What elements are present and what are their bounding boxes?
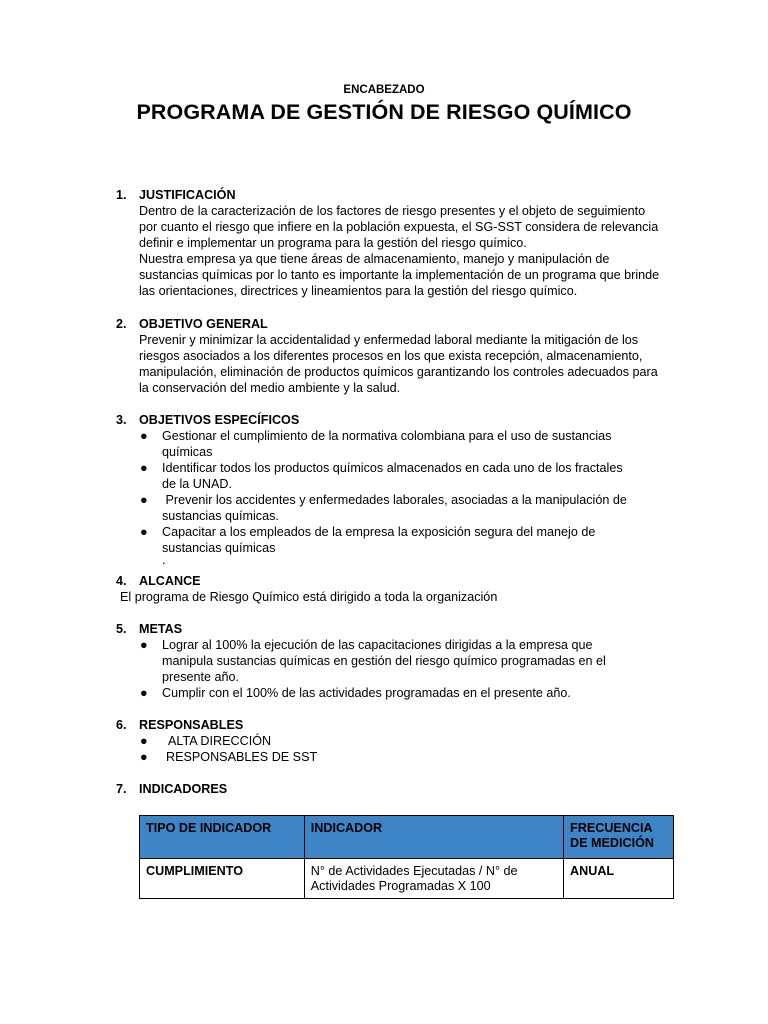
column-header-indicador: INDICADOR [304, 816, 563, 859]
cell-tipo: CUMPLIMIENTO [140, 859, 305, 899]
section-body: El programa de Riesgo Químico está dirigido a toda la organización [120, 590, 498, 604]
section-number: 7. [116, 782, 127, 796]
list-trailing-mark: . [162, 553, 166, 567]
list-item: ● Identificar todos los productos químicos almacenados en cada uno de los fractales de la UNAD. [140, 461, 623, 491]
section-justificacion [116, 187, 676, 299]
bullet-icon: ● [140, 525, 148, 539]
section-indicadores [116, 781, 676, 797]
bullet-icon: ● [140, 638, 148, 652]
section-title: METAS [139, 622, 183, 636]
list-item: ● Lograr al 100% la ejecución de las capacitaciones dirigidas a la empresa que manipula sustancias químicas en gestión del riesgo químico programadas en el presente año. [140, 638, 606, 684]
list-item: ● Gestionar el cumplimiento de la normativa colombiana para el uso de sustancias químicas [140, 429, 612, 459]
paragraph-line: las orientaciones, directrices y lineamientos para la gestión del riesgo químico. [139, 284, 578, 298]
section-title: ALCANCE [139, 574, 201, 588]
indicators-table [139, 815, 674, 899]
bullet-icon: ● [140, 686, 148, 700]
section-alcance [116, 573, 676, 605]
section-number: 6. [116, 718, 127, 732]
paragraph-line: Dentro de la caracterización de los factores de riesgo presentes y el objeto de seguimiento [139, 204, 646, 218]
list-item: ● Prevenir los accidentes y enfermedades laborales, asociadas a la manipulación de sustancias químicas. [140, 493, 627, 523]
column-header-tipo: TIPO DE INDICADOR [140, 816, 305, 859]
list-item: ● RESPONSABLES DE SST [140, 750, 318, 764]
section-body [116, 332, 676, 396]
section-title: OBJETIVOS ESPECÍFICOS [139, 413, 300, 427]
bullet-list [116, 637, 676, 701]
section-metas [116, 621, 676, 701]
paragraph-line: sustancias químicas por lo tanto es importante la implementación de un programa que brinde [139, 268, 660, 282]
list-item: ● Cumplir con el 100% de las actividades programadas en el presente año. [140, 686, 571, 700]
header-label: ENCABEZADO [343, 84, 425, 96]
bullet-icon: ● [140, 734, 148, 748]
column-header-frecuencia: FRECUENCIA DE MEDICIÓN [564, 816, 674, 859]
bullet-list [116, 733, 676, 765]
section-objetivos-especificos [116, 412, 676, 567]
section-number: 3. [116, 413, 127, 427]
paragraph-line: la conservación del medio ambiente y la salud. [139, 381, 401, 395]
paragraph-line: Nuestra empresa ya que tiene áreas de almacenamiento, manejo y manipulación de [139, 252, 610, 266]
section-objetivo-general [116, 316, 676, 396]
paragraph-line: definir e implementar un programa para la gestión del riesgo químico. [139, 236, 527, 250]
section-title: JUSTIFICACIÓN [139, 188, 236, 202]
section-number: 1. [116, 188, 127, 202]
bullet-icon: ● [140, 461, 148, 475]
paragraph-line: Prevenir y minimizar la accidentalidad y enfermedad laboral mediante la mitigación de los [139, 333, 639, 347]
section-title: OBJETIVO GENERAL [139, 317, 268, 331]
paragraph-line: riesgos asociados a los diferentes procesos en los que exista recepción, almacenamiento, [139, 349, 643, 363]
list-item: ● Capacitar a los empleados de la empresa la exposición segura del manejo de sustancias químicas [140, 525, 596, 555]
table-header-row [140, 816, 674, 859]
section-title: RESPONSABLES [139, 718, 244, 732]
page-title: PROGRAMA DE GESTIÓN DE RIESGO QUÍMICO [136, 100, 632, 124]
section-title: INDICADORES [139, 782, 228, 796]
section-number: 2. [116, 317, 127, 331]
section-number: 4. [116, 574, 127, 588]
paragraph-line: manipulación, eliminación de productos químicos garantizando los controles adecuados para [139, 365, 658, 379]
bullet-icon: ● [140, 493, 148, 507]
bullet-list [116, 428, 676, 567]
paragraph-line: por cuanto el riesgo que infiere en la población expuesta, el SG-SST considera de relevancia [139, 220, 659, 234]
list-item: ● ALTA DIRECCIÓN [140, 734, 272, 748]
section-responsables [116, 717, 676, 765]
section-body [116, 203, 676, 299]
bullet-icon: ● [140, 750, 148, 764]
table-row [140, 859, 674, 899]
cell-indicador: N° de Actividades Ejecutadas / N° de Actividades Programadas X 100 [304, 859, 563, 899]
section-number: 5. [116, 622, 127, 636]
cell-frecuencia: ANUAL [564, 859, 674, 899]
bullet-icon: ● [140, 429, 148, 443]
